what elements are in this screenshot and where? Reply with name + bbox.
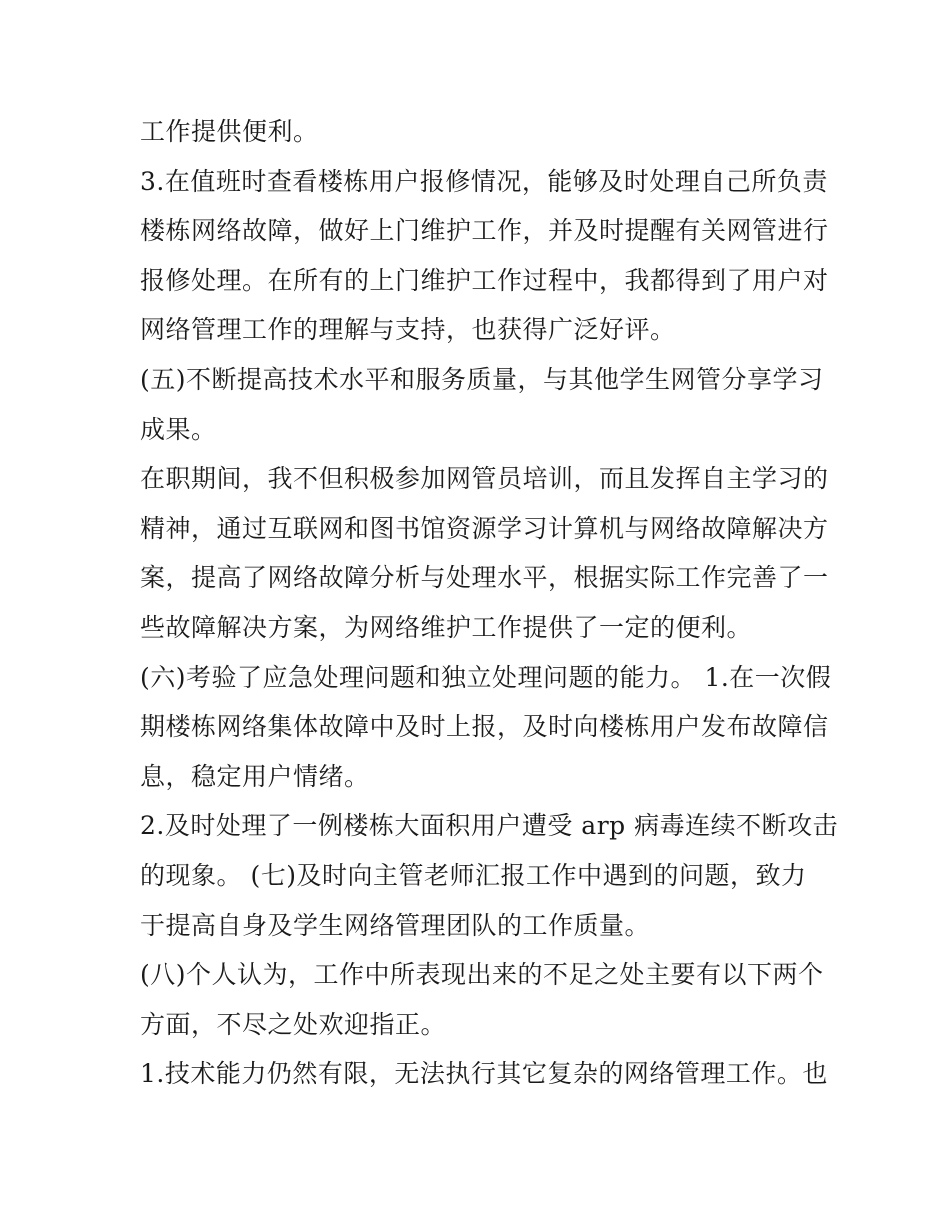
text-line: 案，提高了网络故障分析与处理水平，根据实际工作完善了一 [140, 563, 829, 593]
text-line: 网络管理工作的理解与支持，也获得广泛好评。 [140, 315, 676, 345]
text-line: (八)个人认为，工作中所表现出来的不足之处主要有以下两个 [140, 960, 824, 990]
text-line: 1.技术能力仍然有限，无法执行其它复杂的网络管理工作。也 [140, 1059, 828, 1089]
text-line: 成果。 [140, 414, 217, 444]
text-line: 方面，不尽之处欢迎指正。 [140, 1009, 447, 1039]
text-line: (六)考验了应急处理问题和独立处理问题的能力。 1.在一次假 [140, 662, 832, 692]
text-line: 的现象。 (七)及时向主管老师汇报工作中遇到的问题，致力 [140, 860, 807, 890]
text-line: (五)不断提高技术水平和服务质量，与其他学生网管分享学习 [140, 364, 824, 394]
text-line: 楼栋网络故障，做好上门维护工作，并及时提醒有关网管进行 [140, 216, 829, 246]
text-line: 些故障解决方案，为网络维护工作提供了一定的便利。 [140, 612, 753, 642]
text-line: 期楼栋网络集体故障中及时上报，及时向楼栋用户发布故障信 [140, 712, 829, 742]
text-line: 于提高自身及学生网络管理团队的工作质量。 [140, 910, 651, 940]
text-line: 在职期间，我不但积极参加网管员培训，而且发挥自主学习的 [140, 464, 829, 494]
text-line: 工作提供便利。 [140, 117, 319, 146]
text-line: 报修处理。在所有的上门维护工作过程中，我都得到了用户对 [140, 265, 829, 295]
text-line: 息，稳定用户情绪。 [140, 761, 370, 791]
text-line: 精神，通过互联网和图书馆资源学习计算机与网络故障解决方 [140, 513, 829, 543]
document-body [140, 107, 839, 1099]
text-line: 3.在值班时查看楼栋用户报修情况，能够及时处理自己所负责 [140, 166, 828, 196]
text-line: 2.及时处理了一例楼栋大面积用户遭受 arp 病毒连续不断攻击 [140, 811, 839, 841]
